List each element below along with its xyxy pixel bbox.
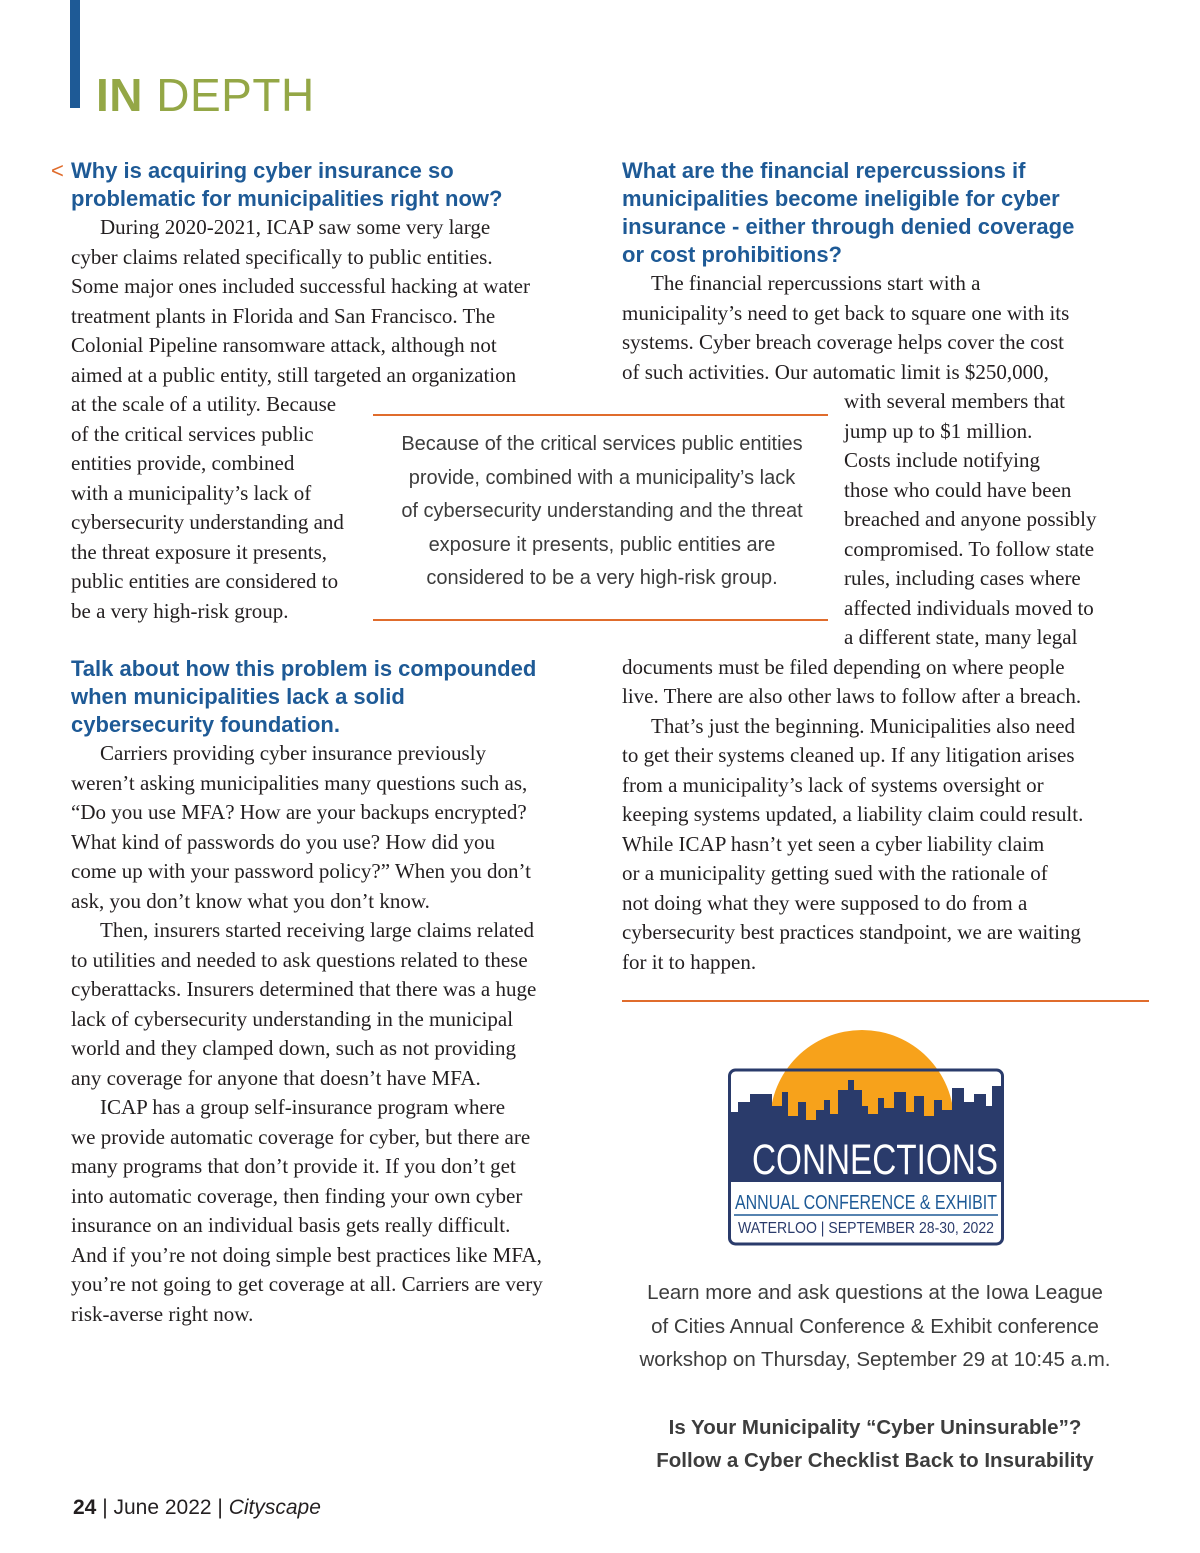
section3-paragraph-1-bottom: documents must be filed depending on where people live. There are also other laws to follow after a breach. <box>622 654 1082 708</box>
sidebar-divider-rule <box>622 1000 1149 1002</box>
logo-subtitle: ANNUAL CONFERENCE & EXHIBIT <box>735 1192 997 1214</box>
connections-conference-logo <box>728 1030 1004 1246</box>
section3-question: What are the financial repercussions if municipalities become ineligible for cyber insurance - either through denied coverage or cost prohibitions? <box>622 158 1075 267</box>
section2-paragraph-3: ICAP has a group self-insurance program where we provide automatic coverage for cyber, but there are many programs that don’t provide it. If you don’t get into automatic coverage, then finding your own cyber insurance on an individual basis gets really difficult. And if you’re not doing simple best practices like MFA, you’re not going to get coverage at all. Carriers are very risk-averse right now. <box>71 1095 543 1326</box>
section1-question: Why is acquiring cyber insurance so problematic for municipalities right now? <box>71 158 503 211</box>
logo-title: CONNECTIONS <box>752 1136 998 1184</box>
section3-paragraph-2: That’s just the beginning. Municipalities also need to get their systems cleaned up. If any litigation arises from a municipality’s lack of systems oversight or keeping systems updated, a liability claim could result. While ICAP hasn’t yet seen a cyber liability claim or a municipality getting sued with the rationale of not doing what they were supposed to do from a cybersecurity best practices standpoint, we are waiting for it to happen. <box>622 713 1084 974</box>
section3-paragraph-1-top: The financial repercussions start with a municipality’s need to get back to square one with its systems. Cyber breach coverage helps cover the cost of such activities. Our automatic limit is $250,000, <box>622 271 1070 384</box>
section1-paragraph: During 2020-2021, ICAP saw some very large cyber claims related specifically to public entities. Some major ones included successful hacking at water treatment plants in Florida and San Francisco. The Colonial Pipeline ransomware attack, although not aimed at a public entity, still targeted an organization at the scale of a utility. Because of the critical services public entities provide, combined with a municipality’s lack of cybersecurity understanding and the threat exposure it presents, public entities are considered to be a very high-risk group. <box>71 215 530 623</box>
logo-details: WATERLOO | SEPTEMBER 28-30, 2022 <box>738 1220 995 1237</box>
section2-question: Talk about how this problem is compounded when municipalities lack a solid cybersecurity foundation. <box>71 656 537 737</box>
page-number: 24 <box>73 1496 97 1519</box>
pullquote: Because of the critical services public entities provide, combined with a municipality’s lack of cybersecurity understanding and the threat exposure it presents, public entities are considered to be a very high-risk group. <box>401 433 803 589</box>
section2-paragraph-1: Carriers providing cyber insurance previously weren’t asking municipalities many questions such as, “Do you use MFA? How are your backups encrypted? What kind of passwords do you use? How did you come up with your password policy?” When you don’t ask, you don’t know what you don’t know. <box>71 741 531 913</box>
section-accent-bar <box>70 0 80 108</box>
magazine-name: Cityscape <box>228 1496 321 1519</box>
page-footer: 24 | June 2022 | Cityscape <box>73 1496 321 1519</box>
section2 <box>71 655 591 1329</box>
section-title: IN DEPTH <box>96 69 315 121</box>
section2-paragraph-2: Then, insurers started receiving large claims related to utilities and needed to ask questions related to these cyberattacks. Insurers determined that there was a huge lack of cybersecurity understanding in the municipal world and they clamped down, such as not providing any coverage for anyone that doesn’t have MFA. <box>71 918 537 1090</box>
conference-promo-text: Learn more and ask questions at the Iowa League of Cities Annual Conference & Exhibit conference workshop on Thursday, September 29 at 10:45 a.m. <box>639 1281 1111 1371</box>
section3-paragraph-1-wrap: with several members that jump up to $1 million. Costs include notifying those who could have been breached and anyone possibly compromised. To follow state rules, including cases where affected individuals moved to a different state, many legal <box>844 389 1097 649</box>
back-arrow-icon[interactable]: < <box>51 158 64 183</box>
workshop-title: Is Your Municipality “Cyber Uninsurable”? Follow a Cyber Checklist Back to Insurability <box>656 1416 1094 1472</box>
section3 <box>622 157 1152 977</box>
